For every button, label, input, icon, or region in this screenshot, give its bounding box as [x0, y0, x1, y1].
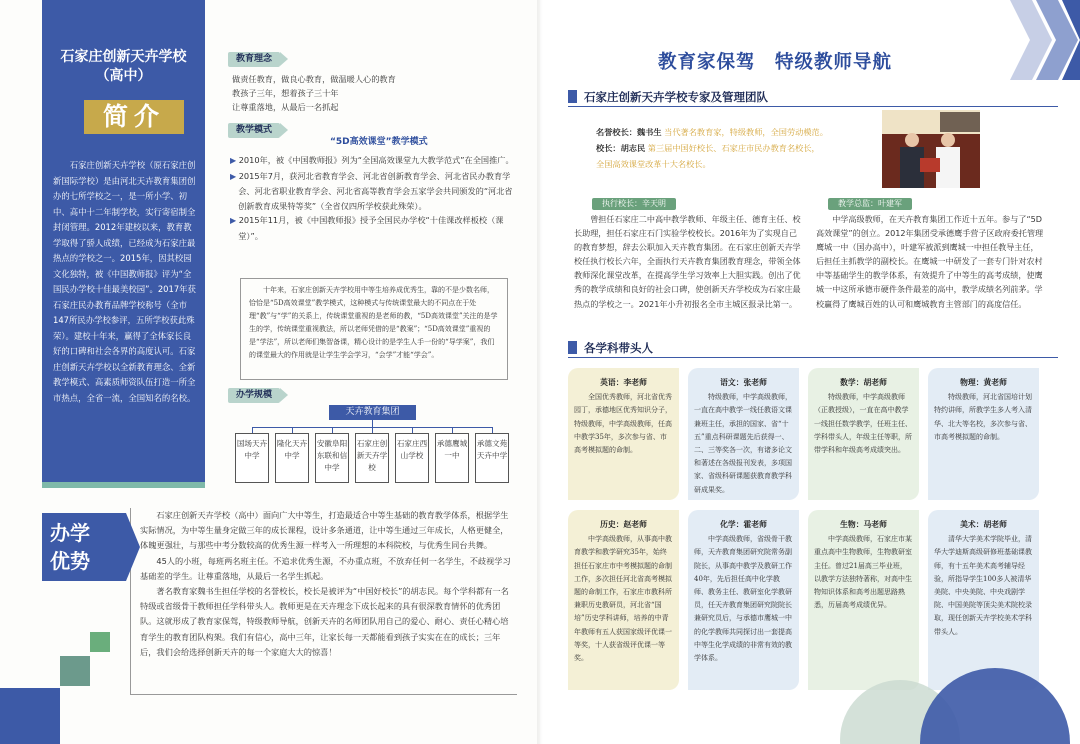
school-title — [42, 48, 205, 86]
heading-bar — [568, 90, 577, 103]
org-tag: 办学规模 — [228, 388, 280, 403]
org-root: 天卉教育集团 — [329, 405, 416, 420]
principal-name: 胡志民 — [620, 143, 646, 153]
org-node: 承德文苑天卉中学 — [475, 433, 509, 483]
org-connector — [372, 420, 373, 427]
teacher-title: 生物：马老师 — [840, 520, 887, 529]
concept-line-2: 教孩子三年，想着孩子三十年 — [232, 88, 339, 98]
heading-rule — [568, 357, 1058, 358]
advantage-arrow — [126, 513, 140, 581]
concept-tag: 教育理念 — [228, 52, 280, 67]
mode-item: ▶ 2015年11月，被《中国教师报》授予全国民办学校“十佳课改样板校（课堂）”。 — [230, 215, 504, 241]
principal-desc: 第三届中国好校长、石家庄市民办教育名校长， — [647, 143, 820, 153]
org-node: 承德鹰城一中 — [435, 433, 469, 483]
director-bio: 中学高级教师，在天卉教育集团工作近十五年。参与了“5D高效课堂”的创立。2012年集团受承德鹰手营子区政府委托管理鹰城一中（国办高中），叶建军被派到鹰城一中担任教导主任，后担任主抓教学的副校长。在鹰城一中研发了一套专门针对农村中等基础学生的教学体系，有效提升了中等生的高考成绩，使鹰城一中这所承德市硬件条件最差的高中，教学成绩名列前茅。学校赢得了鹰城百姓的认可和鹰城教育主管部门的高度信任。 — [816, 214, 1044, 309]
school-title-line1: 石家庄创新天卉学校 — [60, 49, 187, 65]
teacher-desc: 中学高级教师，省级骨干教师，天卉教育集团研究院常务副院长，从事高中教学及教研工作40年，先后担任高中化学教师、教务主任、教研室化学教研员，任天卉教育集团研究院院长兼研究员后，与承德市鹰城一中的化学教师共同探讨出一套提高中等生化学成绩的非常有效的教学体系。 — [694, 535, 792, 663]
principals-photo — [882, 110, 980, 188]
team-heading-text: 石家庄创新天卉学校专家及管理团队 — [584, 90, 768, 104]
triangle-bullet-icon: ▶ — [230, 156, 239, 165]
concept-line-1: 做责任教育，做良心教育，做温暖人心的教育 — [232, 74, 396, 84]
triangle-bullet-icon: ▶ — [230, 171, 239, 181]
teacher-card — [568, 510, 679, 690]
heading-bar — [568, 341, 577, 354]
decor-square — [90, 632, 110, 652]
honor-principal — [596, 125, 828, 140]
exec-principal-pill: 执行校长：辛天明 — [592, 198, 676, 210]
teacher-desc: 特级教师，河北省国培计划特约讲师，所教学生多人考入清华、北大等名校，多次参与省、市高考模拟题的命制。 — [934, 393, 1032, 441]
org-node: 安徽阜阳东联和信中学 — [315, 433, 349, 483]
teacher-desc: 中学高级教师，从事高中教育教学和教学研究35年，始终担任石家庄市中考模拟题的命制工作，多次担任河北省高考模拟题的命制工作，石家庄市教科所兼职历史教研员，河北省“国培”历史学科讲师，培养的中青年教师有五人获国家级评优课一等奖，十人获省级评优课一等奖。 — [574, 535, 672, 663]
concept-line-3: 让尊重落地，从最后一名抓起 — [232, 102, 339, 112]
org-node: 石家庄创新天卉学校 — [355, 433, 389, 483]
teacher-title: 历史：赵老师 — [600, 520, 647, 529]
chevron-decoration-icon — [990, 0, 1080, 80]
quote-box: 十年来，石家庄创新天卉学校用中等生培养成优秀生，靠的不是少数名师，恰恰是“5D高效课堂”教学模式，这种模式与传统课堂最大的不同点在于处理“教”与“学”的关系上，传统课堂重视的是老师的教，“5D高效课堂”关注的是学生的学，传统课堂重视教法，所以老师凭借的是“教案”；“5D高效课堂”重视的是“学法”，所以老师们集智备课，精心设计的是学生人手一份的“导学案”，我们的课堂最大的作用就是让学生学会学习，“会学”才能“学会”。 — [240, 278, 508, 380]
teacher-desc: 清华大学美术学院毕业，清华大学迪斯高级研修班基础课教师，有十五年美术高考辅导经验，所指导学生100多人被清华美院、中央美院、中央戏剧学院、中国美院等顶尖美术院校录取，现任创新天卉学校美术学科带头人。 — [934, 535, 1032, 636]
advantage-paragraph: 石家庄创新天卉学校（高中）面向广大中等生，打造最适合中等生基础的教育教学体系，根据学生实际情况，为中等生量身定做三年的成长课程，设计多条通道，让中等生通过三年成长，人格更健全，体魄更强壮，与那些中考分数较高的优秀生源一样考入一所理想的本科院校，与优秀生同台共舞。 — [140, 510, 509, 551]
principal-desc2 — [596, 157, 711, 172]
heading-rule — [568, 106, 1058, 107]
subject-heading-text: 各学科带头人 — [584, 341, 653, 355]
principal-label: 校长： — [596, 143, 621, 153]
teacher-title: 物理：黄老师 — [960, 378, 1007, 387]
mode-tag: 教学模式 — [228, 123, 280, 138]
exec-principal-bio: 曾担任石家庄二中高中教学教师、年级主任、德育主任、校长助理，担任石家庄石门实验学校校长。2016年为了实现自己的教育梦想，辞去公职加入天卉教育集团。在石家庄创新天卉学校任执行校长六年，全面执行天卉教育集团教育理念，带领全体教师深化课堂改革，在提高学生学习效率上大胆实践。创出了优秀的教学成绩和良好的社会口碑，使创新天卉学校成为石家庄最热点的学校之一。2021年小升初报名全市主城区报录比第一。 — [574, 214, 801, 309]
mode-item: ▶ 2015年7月，获河北省教育学会、河北省创新教育学会、河北省民办教育学会、河北省职业教育学会、河北省高等教育学会五家学会共同颁发的“河北省创新教育成果特等奖”（全省仅四所学校获此殊荣）。 — [230, 170, 513, 211]
advantage-label — [42, 513, 126, 581]
main-title: 教育家保驾 特级教师导航 — [658, 52, 893, 73]
advantage-text — [140, 508, 512, 660]
mode-list — [230, 153, 515, 243]
teacher-card — [808, 368, 919, 500]
honor-principal-label: 名誉校长： — [596, 127, 637, 137]
teacher-desc: 特级教师，中学高级教师（正教授级），一直在高中教学一线担任数学教学，任班主任、学科带头人，年级主任等职，所带学科和年级高考成绩突出。 — [814, 393, 912, 455]
teacher-card — [928, 510, 1039, 690]
teacher-desc: 中学高级教师，石家庄市某重点高中生物教师，生物教研室主任。曾过21届高三毕业班，以教学方法独特著称，对高中生物知识体系和高考出题思路熟悉，历届高考成绩优异。 — [814, 535, 912, 610]
teacher-desc: 特级教师，中学高级教师，一直在高中教学一线任教语文课兼班主任，承担的国家、省“十五”重点科研课题先后获得一、二、三等奖各一次，有诸多论文和著述在各级报刊发表，多项国家、省级科研课题获教育教学科研成果奖。 — [694, 393, 792, 494]
advantage-paragraph: 45人的小班，每班两名班主任。不追求优秀生源，不办重点班，不放弃任何一名学生，不歧视学习基础差的学生。让尊重落地，从最后一名学生抓起。 — [140, 555, 511, 581]
advantage-label-line2: 优势 — [50, 549, 90, 573]
teacher-card — [688, 510, 799, 690]
teacher-title: 化学：霍老师 — [720, 520, 767, 529]
right-page — [540, 0, 1080, 744]
org-node: 隆化天卉中学 — [275, 433, 309, 483]
honor-principal-desc: 当代著名教育家，特级教师，全国劳动模范。 — [664, 127, 828, 137]
teacher-card — [928, 368, 1039, 500]
intro-text: 石家庄创新天卉学校（原石家庄创新国际学校）是由河北天卉教育集团创办的七所学校之一，是一所小学、初中、高中十二年制学校，实行寄宿制全封闭管理。2012年建校以来，教育教学取得了骄人成绩，已经成为石家庄最热点的学校之一。2015年，因其校园文化独特，被《中国教师报》评为“全国民办学校十佳最美校园”。2017年获石家庄民办教育品牌学校称号（全市147所民办学校参评，五所学校获此殊荣）。建校十年来，赢得了全体家长良好的口碑和社会各界的高度认可。石家庄创新天卉学校以全新教育理念、全新教学模式、高素质师资队伍打造一所全市热点，全省一流，全国知名的名校。 — [53, 160, 196, 403]
panel-stripe — [42, 482, 205, 488]
teacher-card — [688, 368, 799, 500]
teacher-title: 英语：李老师 — [600, 378, 647, 387]
team-heading — [568, 89, 768, 105]
advantage-paragraph: 著名教育家魏书生担任学校的名誉校长，校长是被评为“中国好校长”的胡志民。每个学科都有一名特级或省级骨干教师担任学科带头人。教师更是在天卉理念下成长起来的具有很深教育情怀的优秀团队。这就形成了教育家保驾，特级教师导航，创新天卉的名师团队用自己的爱心、耐心、责任心精心培育学生的教育团队构架。我们有信心，高中三年，让家长每一天都能看到孩子实实在在的成长；三年后，我们会给选择创新天卉的每一个家庭大大的惊喜！ — [140, 586, 509, 657]
advantage-label-line1: 办学 — [50, 521, 90, 545]
subject-heading — [568, 340, 653, 356]
teacher-card — [808, 510, 919, 690]
page-spine — [537, 0, 543, 744]
org-node: 国场天卉中学 — [235, 433, 269, 483]
mode-item: ▶ 2010年，被《中国教师报》列为“全国高效课堂九大教学范式”在全国推广。 — [230, 155, 514, 165]
decor-square — [0, 688, 60, 744]
teacher-card — [568, 368, 679, 500]
intro-label: 简介 — [84, 100, 184, 134]
teacher-title: 美术：胡老师 — [960, 520, 1007, 529]
teacher-desc: 全国优秀教师，河北省优秀园丁，承德地区优秀知识分子，特级教师，中学高级教师，任高中教学35年，多次参与省、市高考模拟题的命制。 — [574, 393, 672, 455]
org-node: 石家庄西山学校 — [395, 433, 429, 483]
triangle-bullet-icon: ▶ — [230, 216, 239, 225]
principal — [596, 141, 820, 156]
teacher-title: 语文：张老师 — [720, 378, 767, 387]
teacher-title: 数学：胡老师 — [840, 378, 887, 387]
school-title-line2: （高中） — [95, 68, 152, 84]
honor-principal-name: 魏书生 — [636, 127, 662, 137]
mode-title: “5D高效课堂”教学模式 — [330, 137, 428, 147]
principal-desc2-text: 全国高效课堂改革十大名校长。 — [596, 159, 711, 169]
decor-square — [60, 656, 90, 686]
director-pill: 教学总监：叶建军 — [828, 198, 912, 210]
